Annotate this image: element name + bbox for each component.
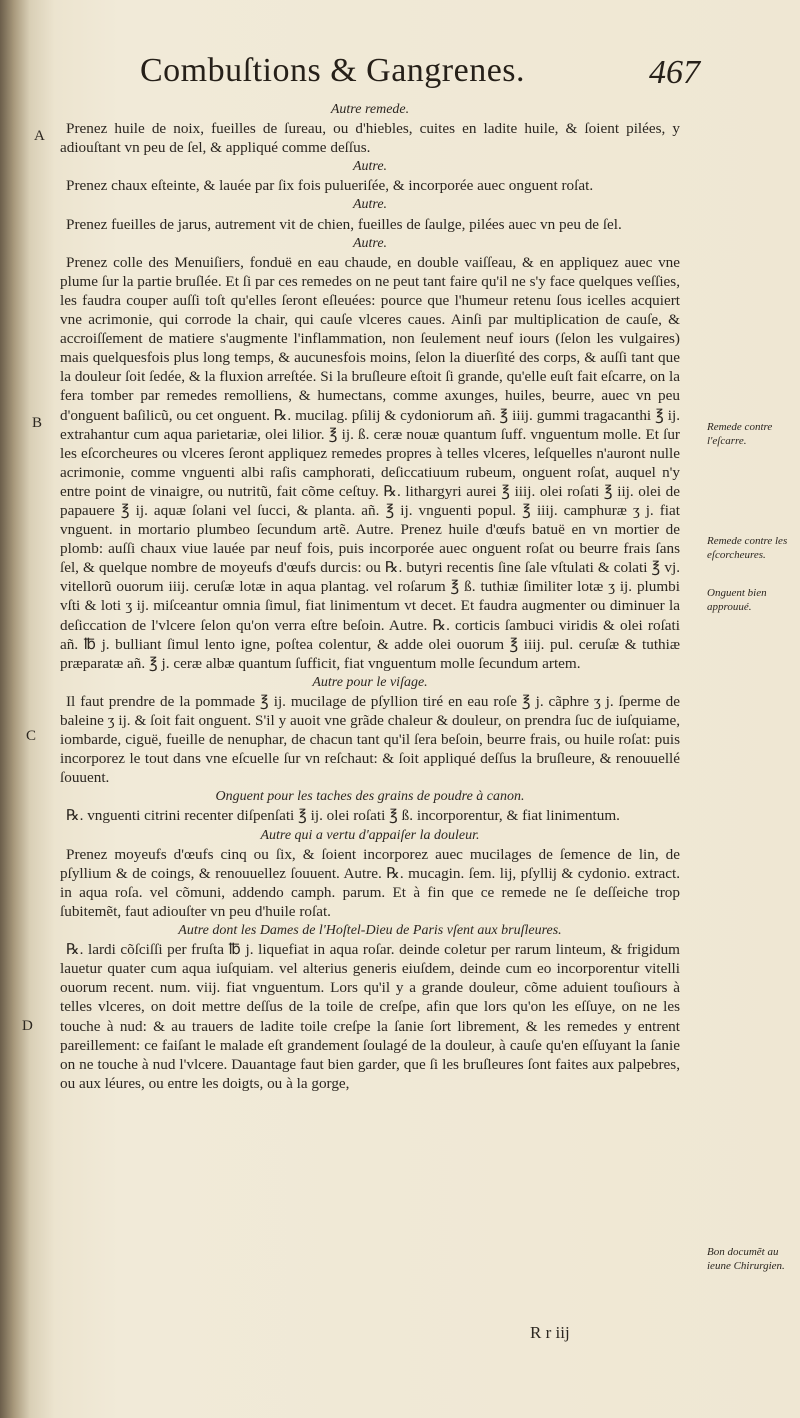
section-letter-c: C [26, 728, 37, 744]
margin-note: Remede contre l'eſcarre. [707, 421, 773, 447]
margin-note: Onguent bien approuué. [707, 587, 767, 613]
section-heading: Onguent pour les taches des grains de poudre à canon. [215, 789, 525, 805]
margin-note: Remede contre les eſcorcheures. [707, 535, 788, 561]
section-letter-b: B [32, 415, 43, 431]
body-text [60, 100, 680, 1093]
section-heading: Autre pour le viſage. [312, 674, 428, 690]
paragraph: Il faut prendre de la pommade ℥ ij. mucilage de pſyllion tiré en eau roſe ℥ j. cãphre ʒ j. ſperme de baleine ʒ ij. & ſoit fait onguent. S'il y auoit vne grãde chaleur & douleur, on prendra ſuc de iuſquiame, iombarde, ciguë, fueille de nenuphar, de chacun tant qu'il ſera beſoin, beurre frais, ou huile roſat: puis incorporez le tout dans vne eſcuelle ſur vn reſchaut: & ſoit appliqué deſſus la bruſleure, & renouuellé ſouuent. [60, 692, 680, 787]
paragraph: ℞. lardi cõſciſſi per fruſta ℔ j. liquefiat in aqua roſar. deinde coletur per rarum linteum, & frigidum lauetur quater cum aqua iuſquiam. vel alterius generis eiuſdem, deinde cum eo incorporentur vitelli ouorum recent. num. viij. fiat vnguentum. Lors qu'il y a grande douleur, cõme aduient touſiours à telles vlceres, on doit mettre deſſus de la toile de creſpe, afin que lors qu'on les eſſuye, on ne les touche à nud: & au trauers de ladite toile creſpe la ſanie ſort librement, & les remedes y entrent pareillement: ce faiſant le malade eſt grandement ſoulagé de la douleur, à cauſe qu'en eſſuyant la ſanie on ne touche à nud l'vlcere. Dauantage faut bien garder, que ſi les bruſleures ſont faites aux palpebres, ou aux léures, ou entre les doigts, ou à la gorge, [60, 941, 680, 1092]
page-number: 467 [649, 54, 700, 91]
section-heading: Autre qui a vertu d'appaiſer la douleur. [260, 827, 480, 843]
paragraph: Prenez huile de noix, fueilles de ſureau, ou d'hiebles, cuites en ladite huile, & ſoient pilées, y adiouſtant vn peu de ſel, & appliqué comme deſſus. [60, 120, 680, 157]
signature-mark: R r iij [530, 1323, 570, 1342]
section-heading: Autre dont les Dames de l'Hoſtel-Dieu de Paris vſent aux bruſleures. [178, 923, 562, 939]
section-heading: Autre. [352, 159, 388, 175]
paragraph: Prenez chaux eſteinte, & lauée par ſix fois pulueriſée, & incorporée auec onguent roſat. [66, 177, 594, 195]
margin-note: Bon documẽt au ieune Chirurgien. [707, 1246, 785, 1272]
section-letter-a: A [34, 128, 45, 144]
paragraph: Prenez fueilles de jarus, autrement vit de chien, fueilles de ſaulge, pilées auec vn peu de ſel. [66, 215, 622, 233]
section-heading: Autre. [352, 197, 388, 213]
section-heading: Autre remede. [330, 102, 410, 117]
running-title: Combuſtions & Gangrenes. [140, 52, 526, 89]
paragraph: Prenez moyeufs d'œufs cinq ou ſix, & ſoient incorporez auec mucilages de ſemence de lin, de pſyllium & de coings, & renouuellez ſouuent. Autre. ℞. mucagin. ſem. lij, pſyllij & cydonio. extract. in aqua roſa. vel cõmuni, addendo camph. parum. Et à fin que ce remede ne ſe deſſeiche trop ſubitemẽt, faut adiouſter vn peu d'huile roſat. [60, 845, 680, 920]
section-letter-d: D [22, 1018, 33, 1034]
paragraph: Prenez colle des Menuiſiers, fonduë en eau chaude, en double vaiſſeau, & en appliquez auec vne plume ſur la partie bruſlée. Et ſi par ces remedes on ne peut tant faire qu'il ne s'y face quelques veſſies, les faudra couper auſſi toſt qu'elles ſeront eſleuées: pource que l'humeur retenu ſous icelles acquiert vne acrimonie, qui corrode la chair, qui cauſe vlceres caues. Ainſi par multiplication de cauſe, & accroiſſement de matiere s'augmente l'inflammation, non ſeulement neuf iours (ſelon les vulgaires) mais quelquesfois plus long temps, & aucunesfois moins, ſelon la diuerſité des corps, & auſſi tant que la douleur ſoit ſedée, & la fluxion arreſtée. Si la bruſleure eſtoit ſi grande, qu'elle euſt fait eſcarre, on la fera tomber par remedes remolliens, & humectans, comme axunges, huiles, beurre, auec vn peu d'onguent baſilicũ, ou cet onguent. ℞. mucilag. pſilij & cydoniorum añ. ℥ iiij. gummi tragacanthi ℥ ij. extrahantur cum aqua parietariæ, olei lilior. ℥ ij. ß. ceræ nouæ quantum ſuff. vnguentum molle. Et ſur les eſcorcheures ou vlceres ſeront appliquez remedes propres à telles vlceres, leſquelles n'auront nulle acrimonie, comme vnguenti albi raſis camphorati, deſiccatiuum rubeum, onguent roſat, auquel n'y entre point de vinaigre, ou nutritũ, fait cõme ceſtuy. ℞. lithargyri aurei ℥ iiij. olei roſati ℥ iij. olei de papauere ℥ ij. aquæ ſolani vel ſucci, & planta. añ. ℥ ij. vnguenti popul. ℥ iiij. camphuræ ʒ j. fiat vnguent. in mortario plumbeo ſecundum artẽ. Autre. Prenez huile d'œufs batuë en vn mortier de plomb: auſſi chaux viue lauée par neuf fois, puis incorporée auec onguent roſat ou beurre frais ſans ſel, & quelque nombre de moyeufs d'œufs durcis: ou ℞. butyri recentis ſine ſale vſtulati & colati ℥ vj. vitellorũ ouorum iiij. ceruſæ lotæ in aqua plantag. vel roſarum ℥ ß. tuthiæ ſimiliter lotæ ʒ ij. plumbi vſti & loti ʒ ij. miſceantur omnia ſimul, fiat linimentum vt decet. Et faudra augmenter ou diminuer la deſiccation de l'vlcere ſelon qu'on verra eſtre beſoin. Autre. ℞. corticis ſambuci viridis & olei roſati añ. ℔ j. bulliant ſimul lento igne, poſtea colentur, & adde olei ouorum ℥ iiij. pul. ceruſæ & tuthiæ præparatæ añ. ℥ j. ceræ albæ quantum ſufficit, fiat vnguentum molle ſecundum artem. [60, 253, 680, 672]
paragraph: ℞. vnguenti citrini recenter diſpenſati ℥ ij. olei roſati ℥ ß. incorporentur, & fiat linimentum. [66, 807, 620, 825]
section-heading: Autre. [352, 235, 388, 251]
